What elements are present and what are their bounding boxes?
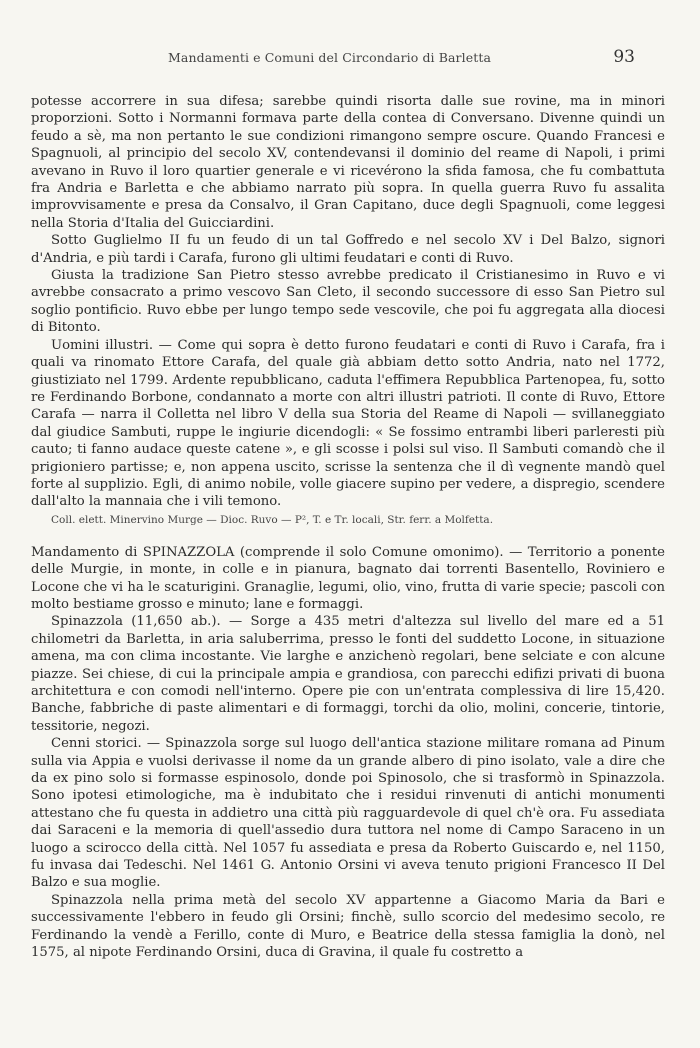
paragraph-mandamento-spinazzola: Mandamento di SPINAZZOLA (comprende il solo Comune omonimo). — Territorio a ponente delle Murgie, in monte, in colle e in pianura, bagnato dai torrenti Basentello, Roviniero e Locone che vi ha le scaturigini. Granaglie, legumi, olio, vino, frutta di varie specie; pascoli con molto bestiame grosso e minuto; lane e formaggi. <box>31 544 665 612</box>
paragraph-ruvo-feudatari: Sotto Guglielmo II fu un feudo di un tal Goffredo e nel secolo XV i Del Balzo, signori d'Andria, e più tardi i Carafa, furono gli ultimi feudatari e conti di Ruvo. <box>31 233 665 266</box>
paragraph-uomini-illustri: Uomini illustri. — Come qui sopra è detto furono feudatari e conti di Ruvo i Carafa, fra i quali va rinomato Ettore Carafa, del quale già abbiam detto sotto Andria, nato nel 1772, giustiziato nel 1799. Ardente repubblicano, caduta l'effimera Repubblica Partenopea, fu, sotto re Ferdinando Borbone, condannato a morte con altri illustri patrioti. Il conte di Ruvo, Ettore Carafa — narra il Colletta nel libro V della sua Storia del Reame di Napoli — svillaneggiato dal giudice Sambuti, ruppe le ingiurie dicendogli: « Se fossimo entrambi liberi parleresti più cauto; ti fanno audace queste catene », e gli scosse i polsi sul viso. Il Sambuti comandò che il prigioniero partisse; e, non appena uscito, scrisse la sentenza che il dì vegnente mandò quel forte al supplizio. Egli, di animo nobile, volle giacere supino per vedere, a dispregio, scendere dall'alto la mannaia che i vili temono. <box>31 337 665 510</box>
running-title: Mandamenti e Comuni del Circondario di Barletta <box>168 50 492 65</box>
paragraph-ruvo-tradizione: Giusta la tradizione San Pietro stesso avrebbe predicato il Cristianesimo in Ruvo e vi avrebbe consacrato a primo vescovo San Cleto, il secondo successore di esso San Pietro sul soglio pontificio. Ruvo ebbe per lungo tempo sede vescovile, che poi fu aggregata alla diocesi di Bitonto. <box>31 268 665 336</box>
paragraph-spinazzola-feudo: Spinazzola nella prima metà del secolo XV appartenne a Giacomo Maria da Bari e successivamente l'ebbero in feudo gli Orsini; finchè, sullo scorcio del medesimo secolo, re Ferdinando la vendè a Ferillo, conte di Muro, e Beatrice della stessa famiglia la donò, nel 1575, al nipote Ferdinando Orsini, duca di Gravina, il quale fu costretto a <box>31 892 665 961</box>
paragraph-ruvo-history: potesse accorrere in sua difesa; sarebbe quindi risorta dalle sue rovine, ma in minori proporzioni. Sotto i Normanni formava parte della contea di Conversano. Divenne quindi un feudo a sè, ma non pertanto le sue condizioni rimangono sempre oscure. Quando Francesi e Spagnuoli, al principio del secolo XV, contendevansi il dominio del reame di Napoli, i primi avevano in Ruvo il loro quartier generale e vi ricevérono la sfida famosa, che fu combattuta fra Andria e Barletta e che abbiamo narrato più sopra. In quella guerra Ruvo fu assalita improvvisamente e presa da Consalvo, il Gran Capitano, duce degli Spagnuoli, come leggesi nella Storia d'Italia del Guicciardini. <box>31 94 665 231</box>
body-text <box>31 93 665 962</box>
page-number: 93 <box>613 47 635 67</box>
running-header <box>0 47 700 70</box>
paragraph-spinazzola-town: Spinazzola (11,650 ab.). — Sorge a 435 metri d'altezza sul livello del mare ed a 51 chilometri da Barletta, in aria saluberrima, presso le fonti del suddetto Locone, in situazione amena, ma con clima incostante. Vie larghe e anzichenò regolari, bene selciate e con alcune piazze. Sei chiese, di cui la principale ampia e grandiosa, con parecchi edifizi privati di buona architettura e con comodi nell'interno. Opere pie con un'entrata complessiva di lire 15,420. Banche, fabbriche di paste alimentari e di formaggi, torchi da olio, molini, concerie, tintorie, tessitorie, negozi. <box>31 614 665 734</box>
paragraph-ruvo-info-line: Coll. elett. Minervino Murge — Dioc. Ruvo — P², T. e Tr. locali, Str. ferr. a Molfetta. <box>51 513 494 526</box>
paragraph-cenni-storici: Cenni storici. — Spinazzola sorge sul luogo dell'antica stazione militare romana ad Pinum sulla via Appia e vuolsi derivasse il nome da un grande albero di pino isolato, vale a dire che da ex pino solo si formasse espinosolo, donde poi Spinosolo, che si trasformò in Spinazzola. Sono ipotesi etimologiche, ma è indubitato che i residui rinvenuti di antichi monumenti attestano che fu questa in addietro una città più ragguardevole di quel ch'è ora. Fu assediata dai Saraceni e la memoria di quell'assedio dura tuttora nel nome di Campo Saraceno in un luogo a scirocco della città. Nel 1057 fu assediata e presa da Roberto Guiscardo e, nel 1150, fu invasa dai Tedeschi. Nel 1461 G. Antonio Orsini vi aveva tenuto prigioni Francesco II Del Balzo e sua moglie. <box>31 736 665 891</box>
